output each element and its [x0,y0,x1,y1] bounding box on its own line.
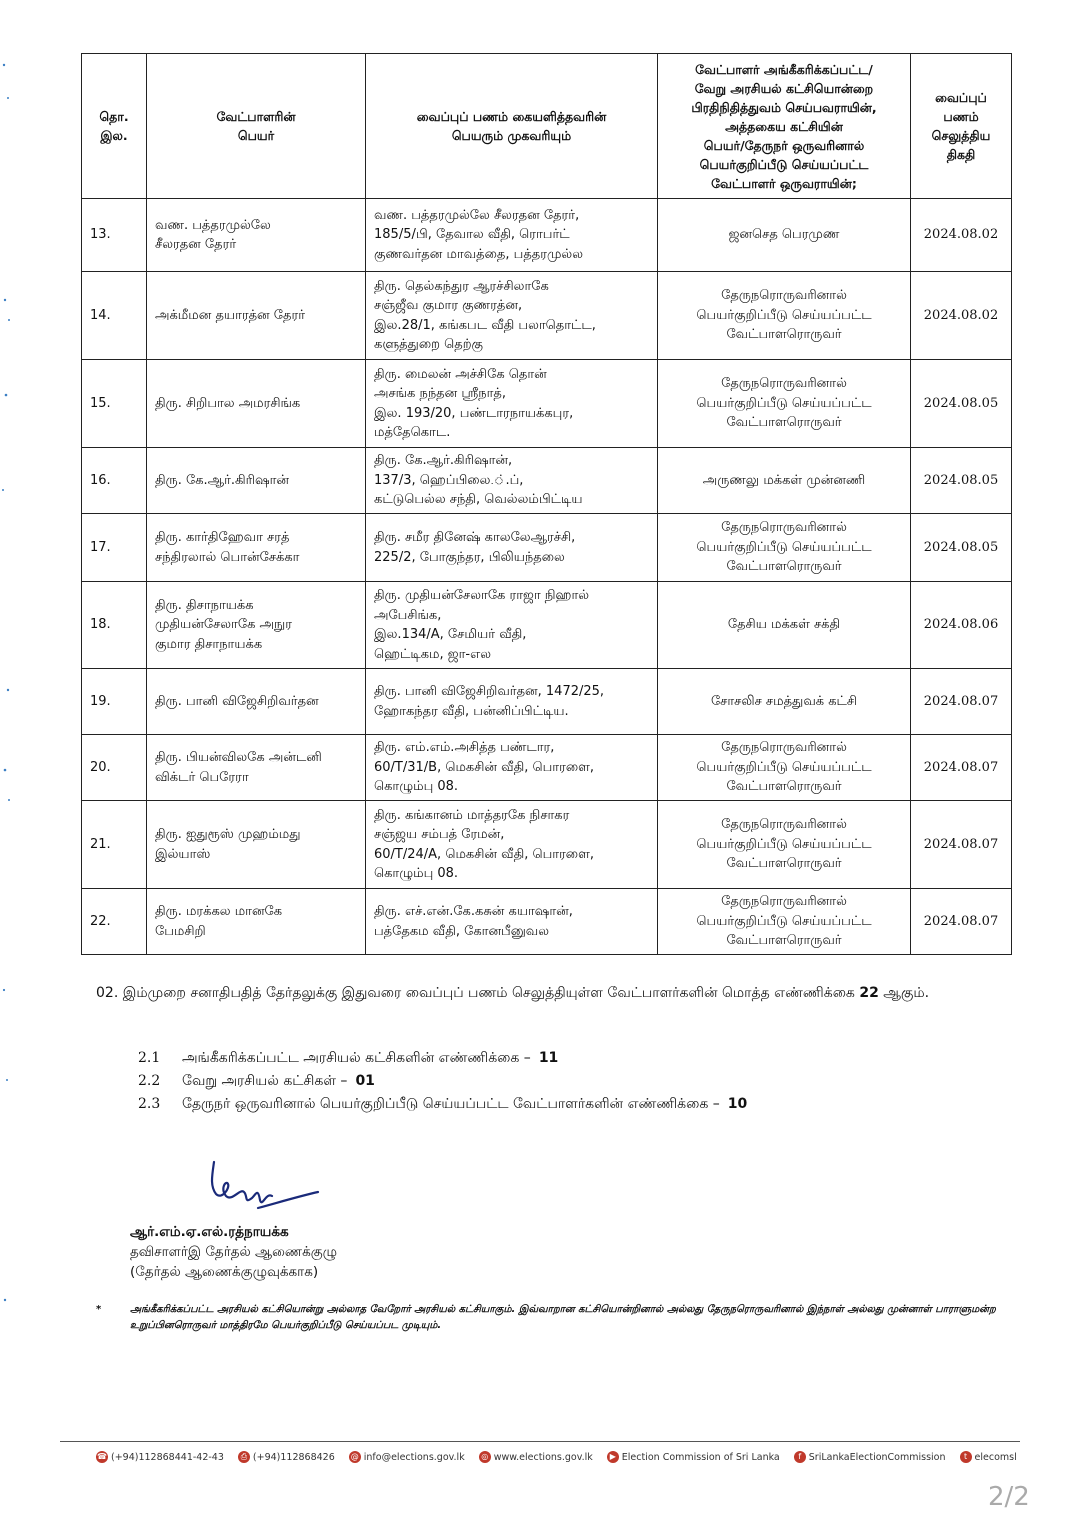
header-party: வேட்பாளர் அங்கீகரிக்கப்பட்ட/ வேறு அரசியல் கட்சியொன்றை பிரதிநிதித்துவம் செய்பவராயின், அத்தகைய கட்சியின் பெயர்/தேருநர் ஒருவரினால் பெயர்குறிப்பீடு செய்யப்பட்ட வேட்பாளர் ஒருவராயின்; [658,54,911,199]
cell-party: ஜனசெத பெரமுண [658,199,911,272]
footer-facebook[interactable] [794,1451,946,1463]
cell-no: 21. [82,801,147,889]
cell-name: திரு. கார்திஹேவா சரத் சந்திரலால் பொன்சேக்கா [147,514,366,582]
cell-date: 2024.08.07 [911,801,1012,889]
table-row [82,889,1012,955]
cell-date: 2024.08.05 [911,448,1012,514]
summary-suffix: ஆகும். [878,985,930,1001]
cell-name: திரு. ஐதுரூஸ் முஹம்மது இல்யாஸ் [147,801,366,889]
cell-name: திரு. பானி விஜேசிறிவர்தன [147,669,366,735]
footnote-marker: * [96,1304,102,1315]
breakdown-item [138,1093,747,1116]
cell-depositor: திரு. மைலன் அச்சிகே தொன் அசங்க நந்தன ஸ்ரீநாத், இல. 193/20, பண்டாரநாயக்கபுர, மத்தேகொட. [366,360,658,448]
fax-icon: ⎙ [238,1451,250,1463]
table-row [82,669,1012,735]
cell-no: 15. [82,360,147,448]
breakdown-number: 2.3 [138,1096,161,1112]
footer-fax [238,1451,335,1463]
signatory-block [130,1222,337,1282]
table-header-row [82,54,1012,199]
cell-date: 2024.08.02 [911,272,1012,360]
facebook-icon: f [794,1451,806,1463]
web-text[interactable]: www.elections.gov.lk [493,1451,593,1463]
cell-date: 2024.08.06 [911,582,1012,669]
cell-depositor: திரு. எச்.என்.கே.கசுன் கயாஷான், பத்தேகம வீதி, கோனபீனுவல [366,889,658,955]
cell-depositor: திரு. கங்கானம் மாத்தரகே நிசாகர சஞ்ஜய சம்பத் ரேமன், 60/T/24/A, மெகசின் வீதி, பொரளை, கொழும்பு 08. [366,801,658,889]
breakdown-text: தேருநர் ஒருவரினால் பெயர்குறிப்பீடு செய்யப்பட்ட வேட்பாளர்களின் எண்ணிக்கை – [182,1096,720,1112]
cell-name: திரு. கே.ஆர்.கிரிஷான் [147,448,366,514]
cell-name: திரு. பியன்விலகே அன்டனி விக்டர் பெரேரா [147,735,366,801]
twitter-text[interactable]: elecomsl [974,1451,1017,1463]
footnote [96,1302,1021,1334]
cell-depositor: திரு. எம்.எம்.அசித்த பண்டார, 60/T/31/B, மெகசின் வீதி, பொரளை, கொழும்பு 08. [366,735,658,801]
breakdown-value: 11 [538,1050,559,1066]
cell-party: தேருநரொருவரினால் பெயர்குறிப்பீடு செய்யப்பட்ட வேட்பாளரொருவர் [658,514,911,582]
handwritten-signature [200,1158,330,1228]
breakdown-item [138,1047,747,1070]
footer-divider [60,1441,1020,1442]
table-row [82,199,1012,272]
email-text[interactable]: info@elections.gov.lk [363,1451,465,1463]
cell-depositor: திரு. கே.ஆர்.கிரிஷான், 137/3, ஹெப்பிலை.்.ப், கட்டுபெல்ல சந்தி, வெல்லம்பிட்டிய [366,448,658,514]
summary-total: 22 [859,985,879,1001]
cell-depositor: வண. பத்தரமுல்லே சீலரதன தேரர், 185/5/பி, தேவால வீதி, ரொபர்ட் குணவர்தன மாவத்தை, பத்தரமுல்ல [366,199,658,272]
breakdown-item [138,1070,747,1093]
cell-party: தேருநரொருவரினால் பெயர்குறிப்பீடு செய்யப்பட்ட வேட்பாளரொருவர் [658,360,911,448]
cell-name: திரு. மரக்கல மானகே பேமசிறி [147,889,366,955]
header-no: தொ. இல. [82,54,147,199]
header-candidate-name: வேட்பாளரின் பெயர் [147,54,366,199]
cell-no: 16. [82,448,147,514]
footer-phone [96,1451,224,1463]
cell-depositor: திரு. சமீர தினேஷ் காலலேஆரச்சி, 225/2, போகுந்தர, பிலியந்தலை [366,514,658,582]
fax-text: (+94)112868426 [252,1451,335,1463]
breakdown-number: 2.2 [138,1073,161,1089]
globe-icon: ◎ [479,1451,491,1463]
cell-depositor: திரு. தெல்கந்துர ஆரச்சிலாகே சஞ்ஜீவ குமார குணரத்ன, இல.28/1, கங்கபட வீதி பலாதொட்ட, களுத்துறை தெற்கு [366,272,658,360]
signatory-title: தவிசாளர்இ தேர்தல் ஆணைக்குழு [130,1244,338,1260]
footer-twitter[interactable] [960,1451,1017,1463]
cell-party: தேருநரொருவரினால் பெயர்குறிப்பீடு செய்யப்பட்ட வேட்பாளரொருவர் [658,889,911,955]
footnote-text: அங்கீகரிக்கப்பட்ட அரசியல் கட்சியொன்று அல்லாத வேறோர் அரசியல் கட்சியாகும். இவ்வாறான கட்சியொன்றினால் அல்லது தேருநரொருவரினால் இந்நாள் அல்லது முன்னாள் பாராளுமன்ற உறுப்பினரொருவர் மாத்திரமே பெயர்குறிப்பீடு செய்யப்பட முடியும். [130,1304,996,1331]
cell-party: தேசிய மக்கள் சக்தி [658,582,911,669]
signatory-name: ஆர்.எம்.ஏ.எல்.ரத்நாயக்க [130,1224,289,1240]
cell-name: திரு. திசாநாயக்க முதியன்சேலாகே அநுர குமார திசாநாயக்க [147,582,366,669]
org-text: Election Commission of Sri Lanka [621,1451,780,1463]
table-row [82,514,1012,582]
summary-breakdown [138,1047,747,1116]
table-row [82,801,1012,889]
summary-prefix: 02. இம்முறை சனாதிபதித் தேர்தலுக்கு இதுவரை வைப்புப் பணம் செலுத்தியுள்ள வேட்பாளர்களின் மொத்த எண்ணிக்கை [96,985,860,1001]
twitter-icon: t [960,1451,972,1463]
header-deposit-date: வைப்புப் பணம் செலுத்திய திகதி [911,54,1012,199]
signatory-org: (தேர்தல் ஆணைக்குழுவுக்காக) [130,1264,319,1280]
table-row [82,735,1012,801]
youtube-icon: ▶ [607,1451,619,1463]
table-row [82,582,1012,669]
cell-depositor: திரு. முதியன்சேலாகே ராஜா நிஹால் அபேசிங்க, இல.134/A, சேமியர் வீதி, ஹெட்டிகம, ஜா-எல [366,582,658,669]
phone-icon: ☎ [97,1452,107,1461]
summary-paragraph [96,983,1021,1004]
breakdown-text: வேறு அரசியல் கட்சிகள் – [182,1073,348,1089]
cell-date: 2024.08.05 [911,360,1012,448]
cell-no: 18. [82,582,147,669]
breakdown-text: அங்கீகரிக்கப்பட்ட அரசியல் கட்சிகளின் எண்ணிக்கை – [182,1050,531,1066]
table-row [82,448,1012,514]
cell-party: தேருநரொருவரினால் பெயர்குறிப்பீடு செய்யப்பட்ட வேட்பாளரொருவர் [658,801,911,889]
cell-no: 19. [82,669,147,735]
table-body [82,199,1012,955]
cell-no: 17. [82,514,147,582]
phone-text: (+94)112868441-42-43 [111,1451,224,1463]
cell-party: சோசலிச சமத்துவக் கட்சி [658,669,911,735]
cell-name: அக்மீமன தயாரத்ன தேரர் [147,272,366,360]
scan-edge-marks [0,0,20,1519]
cell-no: 13. [82,199,147,272]
email-icon: @ [350,1452,359,1461]
table-row [82,360,1012,448]
cell-no: 22. [82,889,147,955]
cell-depositor: திரு. பானி விஜேசிறிவர்தன, 1472/25, ஹோகந்தர வீதி, பன்னிப்பிட்டிய. [366,669,658,735]
cell-date: 2024.08.02 [911,199,1012,272]
footer-web[interactable] [479,1451,593,1463]
candidates-table [81,53,1012,955]
cell-date: 2024.08.07 [911,735,1012,801]
cell-no: 14. [82,272,147,360]
cell-party: தேருநரொருவரினால் பெயர்குறிப்பீடு செய்யப்பட்ட வேட்பாளரொருவர் [658,272,911,360]
breakdown-value: 10 [727,1096,748,1112]
cell-name: திரு. சிறிபால அமரசிங்க [147,360,366,448]
footer-org [607,1451,780,1463]
breakdown-value: 01 [355,1073,375,1089]
contact-footer [96,1451,1017,1463]
page-number: 2/2 [988,1482,1030,1512]
cell-date: 2024.08.07 [911,889,1012,955]
cell-date: 2024.08.07 [911,669,1012,735]
cell-name: வண. பத்தரமுல்லே சீலரதன தேரர் [147,199,366,272]
table-row [82,272,1012,360]
cell-no: 20. [82,735,147,801]
header-depositor: வைப்புப் பணம் கையளித்தவரின் பெயரும் முகவரியும் [366,54,658,199]
cell-party: தேருநரொருவரினால் பெயர்குறிப்பீடு செய்யப்பட்ட வேட்பாளரொருவர் [658,735,911,801]
cell-date: 2024.08.05 [911,514,1012,582]
cell-party: அருணலு மக்கள் முன்னணி [658,448,911,514]
breakdown-number: 2.1 [138,1050,161,1066]
footer-email[interactable] [349,1451,465,1463]
facebook-text[interactable]: SriLankaElectionCommission [808,1451,946,1463]
